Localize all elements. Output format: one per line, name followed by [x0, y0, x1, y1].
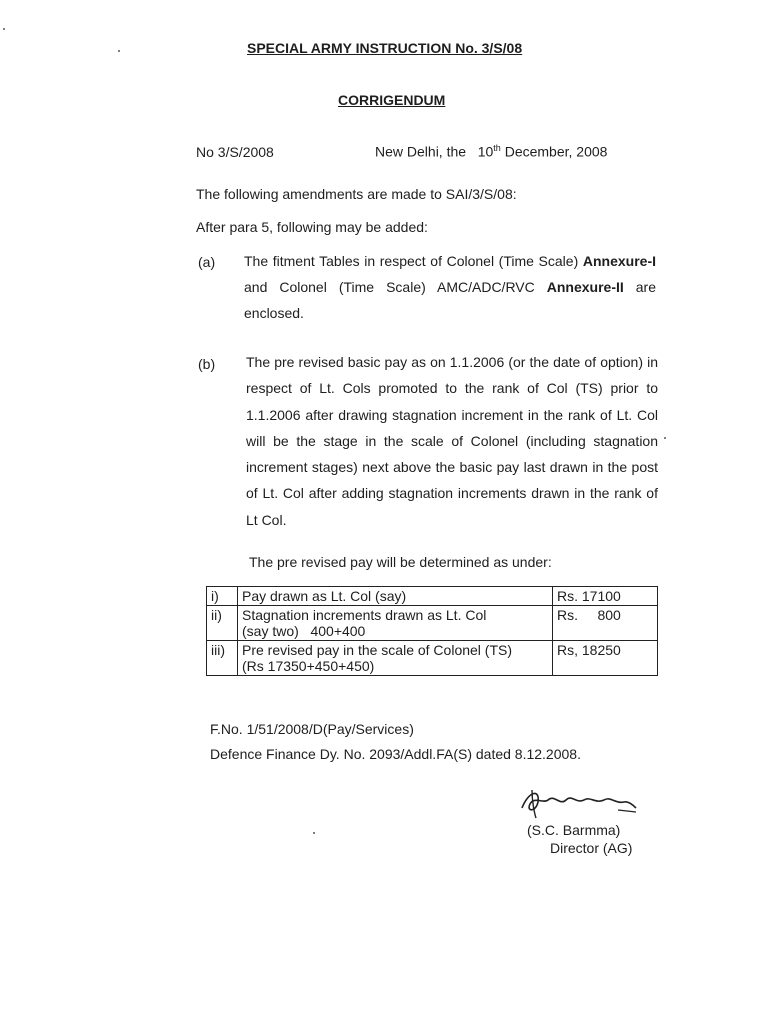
scan-speck: [664, 437, 666, 439]
row-number: iii): [207, 641, 238, 676]
row-description: [238, 641, 553, 676]
row-number: i): [207, 587, 238, 606]
row-amount: Rs, 18250: [553, 641, 658, 676]
scan-speck: [3, 28, 5, 30]
place-date-prefix: New Delhi, the: [375, 143, 467, 160]
signatory-name: (S.C. Barmma): [527, 822, 621, 838]
defence-finance-ref: Defence Finance Dy. No. 2093/Addl.FA(S) dated 8.12.2008.: [210, 746, 581, 762]
para-a-text: [244, 248, 656, 326]
date-day-suffix: th: [493, 143, 501, 153]
table-row: [207, 641, 658, 676]
handwritten-signature: [518, 782, 640, 822]
intro-line-2: After para 5, following may be added:: [196, 219, 428, 235]
row-description: [238, 606, 553, 641]
table-row: [207, 587, 658, 606]
scan-speck: [118, 50, 120, 52]
row-description-line: Pay drawn as Lt. Col (say): [242, 588, 407, 604]
row-amount: Rs. 800: [553, 606, 658, 641]
file-number: F.No. 1/51/2008/D(Pay/Services): [210, 721, 414, 737]
para-b-text: The pre revised basic pay as on 1.1.2006 (or the date of option) in respect of Lt. Cols promoted to the rank of Col (TS) prior to 1.1.2006 after drawing stagnation increment in the rank of Lt. Col will be the stage in the scale of Colonel (including stagnation increment stages) next above the basic pay last drawn in the post of Lt. Col after adding stagnation increments drawn in the rank of Lt Col.: [246, 354, 658, 528]
annexure-2: Annexure-II: [546, 279, 624, 295]
signatory-designation: Director (AG): [550, 840, 633, 856]
document-title: SPECIAL ARMY INSTRUCTION No. 3/S/08: [247, 40, 523, 56]
reference-number: No 3/S/2008: [196, 144, 274, 160]
table-row: [207, 606, 658, 641]
row-description-line: Pre revised pay in the scale of Colonel (TS): [242, 642, 513, 658]
document-subtitle: CORRIGENDUM: [338, 92, 446, 108]
row-description-line: Stagnation increments drawn as Lt. Col: [242, 607, 487, 623]
row-description-line: (say two) 400+400: [242, 623, 366, 639]
date-day: 10: [477, 143, 494, 160]
place-date: [375, 143, 607, 160]
para-a-label: (a): [198, 254, 216, 270]
row-description-line: (Rs 17350+450+450): [242, 658, 375, 674]
para-a-text-3: are enclosed.: [244, 279, 656, 321]
scan-speck: [313, 832, 315, 834]
annexure-1: Annexure-I: [582, 253, 656, 269]
para-a-text-2: and Colonel (Time Scale) AMC/ADC/RVC: [244, 279, 535, 295]
pay-determination-line: The pre revised pay will be determined as under:: [249, 554, 552, 570]
row-amount: Rs. 17100: [553, 587, 658, 606]
intro-line-1: The following amendments are made to SAI/3/S/08:: [196, 186, 517, 202]
pay-table: [206, 586, 658, 676]
para-a-text-1: The fitment Tables in respect of Colonel (Time Scale): [244, 253, 579, 269]
para-b-label: (b): [198, 356, 216, 372]
date-month-year: December, 2008: [504, 143, 608, 160]
row-description: [238, 587, 553, 606]
row-number: ii): [207, 606, 238, 641]
